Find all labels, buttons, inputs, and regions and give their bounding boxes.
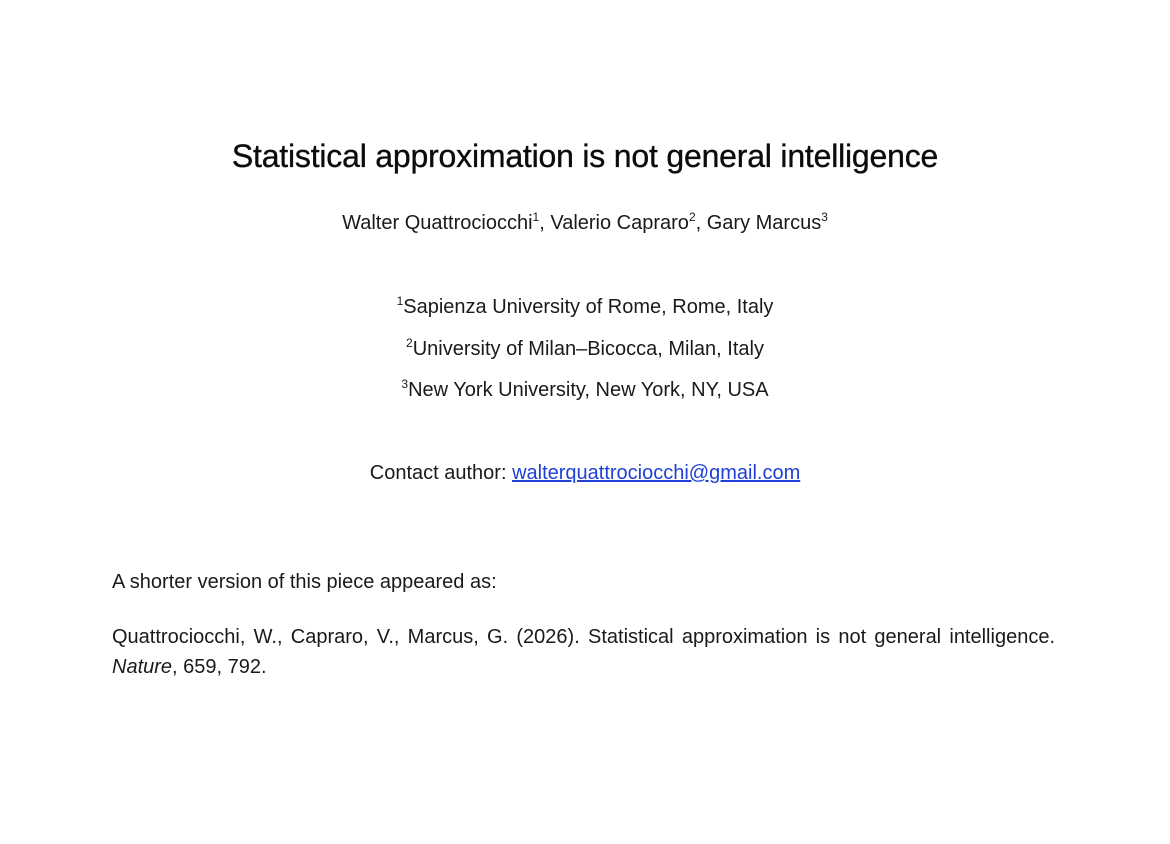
- citation-suffix: , 659, 792.: [172, 656, 267, 678]
- affiliation-text: Sapienza University of Rome, Rome, Italy: [403, 296, 774, 318]
- author-separator: ,: [539, 212, 551, 234]
- affiliation-marker: 2: [406, 336, 413, 350]
- contact-email-link[interactable]: walterquattrociocchi@gmail.com: [512, 462, 801, 484]
- publication-note: A shorter version of this piece appeared as:: [112, 571, 497, 593]
- contact-label: Contact author:: [369, 462, 513, 484]
- author-name: Gary Marcus: [706, 212, 822, 234]
- affiliation-marker: 3: [401, 377, 409, 391]
- paper-title: Statistical approximation is not general intelligence: [231, 138, 939, 174]
- author-affiliation-marker: 1: [532, 210, 540, 224]
- affiliation-2: [0, 338, 1170, 361]
- citation: [112, 622, 1055, 682]
- affiliation-text: University of Milan–Bicocca, Milan, Italy: [412, 338, 764, 360]
- author-affiliation-marker: 3: [821, 210, 828, 224]
- citation-prefix: Quattrociocchi, W., Capraro, V., Marcus, G. (2026). Statistical approximation is not general intelligence.: [112, 626, 1055, 648]
- affiliation-1: [0, 296, 1170, 319]
- citation-journal: Nature: [112, 656, 173, 678]
- author-separator: ,: [695, 212, 707, 234]
- affiliation-3: [0, 379, 1170, 402]
- affiliation-marker: 1: [396, 294, 404, 308]
- author-name: Valerio Capraro: [550, 212, 689, 234]
- author-affiliation-marker: 2: [688, 210, 696, 224]
- author-list: [0, 212, 1170, 235]
- affiliation-text: New York University, New York, NY, USA: [408, 379, 769, 401]
- author-name: Walter Quattrociocchi: [342, 212, 533, 234]
- contact-line: [0, 462, 1170, 485]
